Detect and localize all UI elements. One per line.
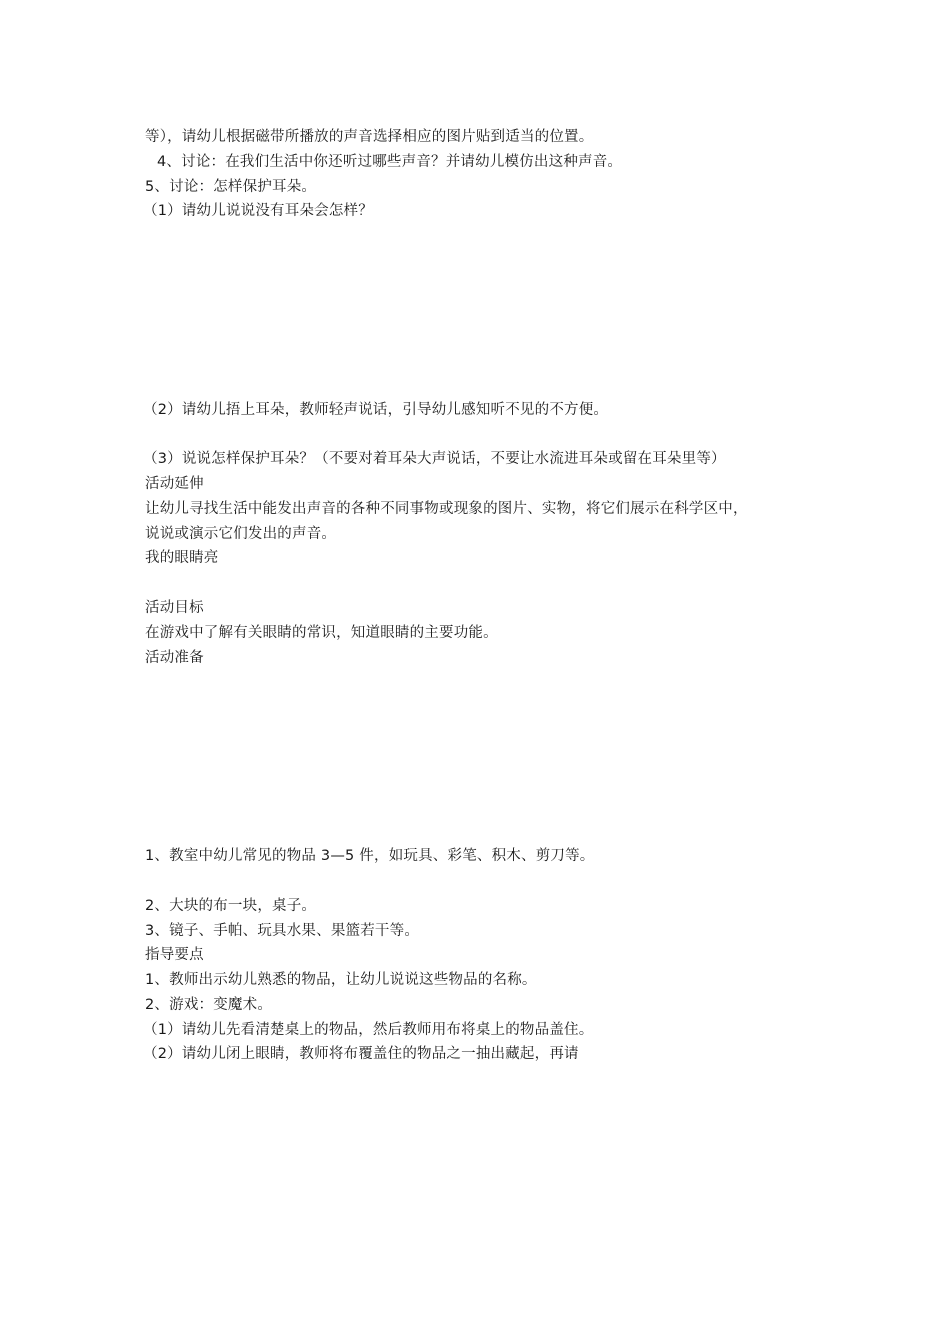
text-line: 3、镜子、手帕、玩具水果、果篮若干等。 bbox=[145, 923, 420, 939]
text-line: 在游戏中了解有关眼睛的常识，知道眼睛的主要功能。 bbox=[145, 625, 498, 641]
text-line: 说说或演示它们发出的声音。 bbox=[145, 526, 337, 542]
text-line: 等），请幼儿根据磁带所播放的声音选择相应的图片贴到适当的位置。 bbox=[145, 129, 594, 145]
text-line: （1）请幼儿说说没有耳朵会怎样？ bbox=[143, 203, 373, 219]
text-line: （2）请幼儿闭上眼睛，教师将布覆盖住的物品之一抽出藏起，再请 bbox=[143, 1046, 579, 1062]
text-line: （2）请幼儿捂上耳朵，教师轻声说话，引导幼儿感知听不见的不方便。 bbox=[143, 402, 609, 418]
section-heading: 活动准备 bbox=[145, 650, 204, 666]
text-line: 让幼儿寻找生活中能发出声音的各种不同事物或现象的图片、实物，将它们展示在科学区中， bbox=[145, 501, 748, 517]
text-line: （3）说说怎样保护耳朵？（不要对着耳朵大声说话，不要让水流进耳朵或留在耳朵里等） bbox=[143, 451, 726, 467]
text-line: 1、教师出示幼儿熟悉的物品，让幼儿说说这些物品的名称。 bbox=[145, 972, 537, 988]
text-line: 2、游戏：变魔术。 bbox=[145, 997, 273, 1013]
section-heading: 活动延伸 bbox=[145, 476, 204, 492]
text-line: 5、讨论：怎样保护耳朵。 bbox=[145, 179, 317, 195]
text-line: 4、讨论：在我们生活中你还听过哪些声音？并请幼儿模仿出这种声音。 bbox=[157, 154, 623, 170]
text-line: 1、教室中幼儿常见的物品 3—5 件，如玩具、彩笔、积木、剪刀等。 bbox=[145, 848, 595, 864]
lesson-title: 我的眼睛亮 bbox=[145, 550, 219, 566]
text-line: （1）请幼儿先看清楚桌上的物品，然后教师用布将桌上的物品盖住。 bbox=[143, 1022, 594, 1038]
text-line: 2、大块的布一块，桌子。 bbox=[145, 898, 317, 914]
section-heading: 活动目标 bbox=[145, 600, 204, 616]
section-heading: 指导要点 bbox=[145, 947, 204, 963]
